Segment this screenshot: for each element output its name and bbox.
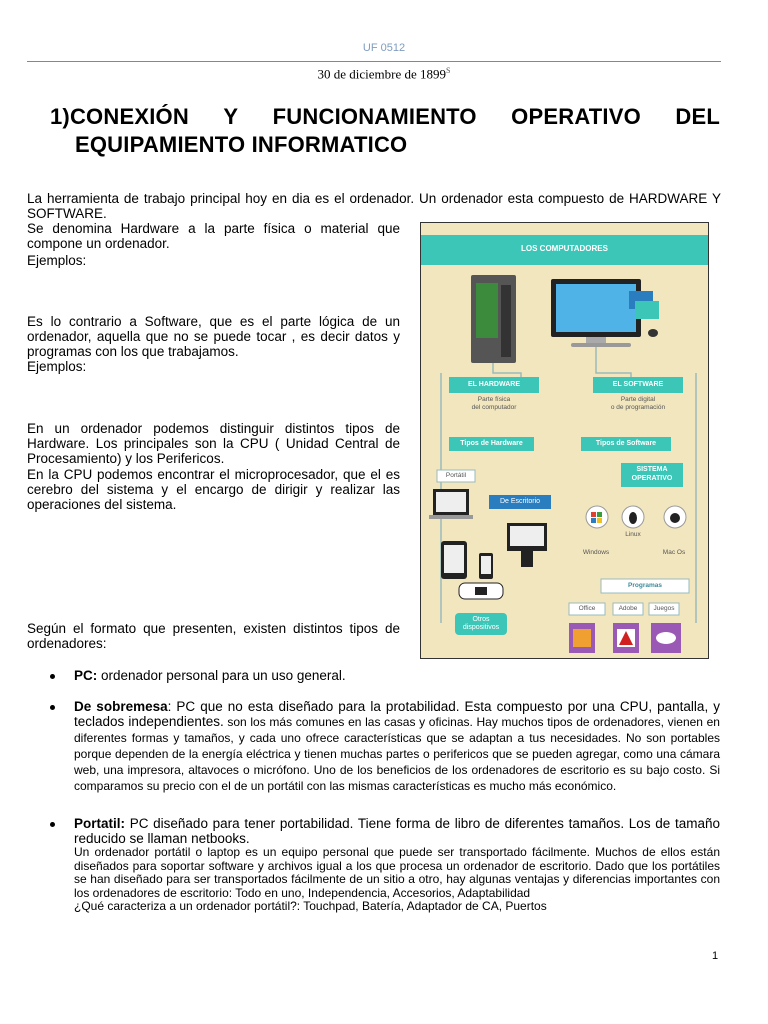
paragraph-intro: La herramienta de trabajo principal hoy en dia es el ordenador. Un ordenador esta compuesto de HARDWARE Y SOFTWARE. [27,191,721,221]
label-office: Office [578,605,596,612]
sw-desc-2: o de programación [610,404,666,411]
title-word: 1)CONEXIÓN [50,104,189,129]
otros-line1: Otros [472,616,490,623]
hw-desc-1: Parte física [477,396,511,403]
paragraph-ejemplos-1: Ejemplos: [27,253,87,268]
otros-line2: dispositivos [462,624,500,631]
header-code: UF 0512 [362,42,406,54]
paragraph-ejemplos-2: Ejemplos: [27,359,87,374]
paragraph-software: Es lo contrario a Software, que es el parte lógica de un ordenador, aquella que no se puede tocar , es decir datos y programas con los que trabajamos. [27,314,400,359]
title-word: FUNCIONAMIENTO [272,104,477,129]
so-line2: OPERATIVO [631,475,673,482]
label-escritorio: De Escritorio [499,498,541,505]
hw-desc-2: del computador [471,404,517,411]
label-juegos: Juegos [653,605,675,612]
label-windows: Windows [582,549,610,556]
section-title [50,103,730,159]
paragraph-tipos: En un ordenador podemos distinguir distintos tipos de Hardware. Los principales son la CPU ( Unidad Central de Procesamiento) y los Perifericos. [27,421,400,466]
page-number: 1 [712,950,719,962]
header-date: 30 de diciembre de $1899^S$ [317,66,451,82]
bullet-sobremesa: De sobremesa: PC que no esta diseñado para la protabilidad. Esta compuesto por una CPU, pantalla, y teclados independientes. son los más comunes en las casas y oficinas. Hay muchos tipos de ordenadores, vienen en diferentes formas y tamaños, y cada uno ofrece características que se adaptan a tus necesidades. No son portables porque dependen de la energía eléctrica y tienen muchas partes o perifericos que se pueden agregar, como una cámara web, una impresora, altavoces o micrófono. Uno de los beneficios de los ordenadores de escritorio es su bajo costo. Si comparamos su precio con el de un portátil con las mismas características es mucho más económico. [74,699,720,793]
label-linux: Linux [625,531,641,538]
infographic-computadores [420,222,709,659]
bullet-dot [50,705,55,710]
bullet-dot [50,822,55,827]
title-word: Y [223,104,239,129]
header-divider [27,61,721,62]
label-programas: Programas [628,582,662,589]
so-line1: SISTEMA [636,466,668,473]
bullet-dot [50,674,55,679]
infographic-hardware: EL HARDWARE [468,381,520,388]
infographic-title: LOS COMPUTADORES [521,244,608,253]
title-word: OPERATIVO [511,104,641,129]
tipos-software: Tipos de Software [595,440,657,447]
bullet-portatil: Portatil: PC diseñado para tener portabilidad. Tiene forma de libro de diferentes tamaños. Los de tamaño reducido se llaman netbooks. Un ordenador portátil o laptop es un equipo personal que puede ser transportado fácilmente. Muchos de ellos están diseñados para soportar software y archivos igual a los que procesa un ordenador de escritorio. Dado que los portátiles se han diseñado para ser transportados fácilmente de un sitio a otro, hay algunas ventajas y diferencias importantes con los ordenadores de escritorio: Todo en uno, Independencia, Accesorios, Adaptabilidad ¿Qué caracteriza a un ordenador portátil?: Touchpad, Batería, Adaptador de CA, Puertos [74,816,720,914]
label-adobe: Adobe [618,605,638,612]
infographic-software: EL SOFTWARE [612,381,664,388]
title-word: DEL [675,104,720,129]
label-macos: Mac Os [662,549,686,556]
tipos-hardware: Tipos de Hardware [460,440,523,447]
label-portatil: Portátil [445,472,467,479]
sw-desc-1: Parte digital [620,396,656,403]
bullet-pc: PC: ordenador personal para un uso general. [74,668,346,683]
paragraph-hardware: Se denomina Hardware a la parte física o material que compone un ordenador. [27,221,400,251]
paragraph-formato: Según el formato que presenten, existen distintos tipos de ordenadores: [27,621,400,651]
paragraph-cpu: En la CPU podemos encontrar el microprocesador, que el es cerebro del sistema y el encargo de dirigir y realizar las operaciones del sistema. [27,467,400,512]
title-line2: EQUIPAMIENTO INFORMATICO [75,132,408,157]
